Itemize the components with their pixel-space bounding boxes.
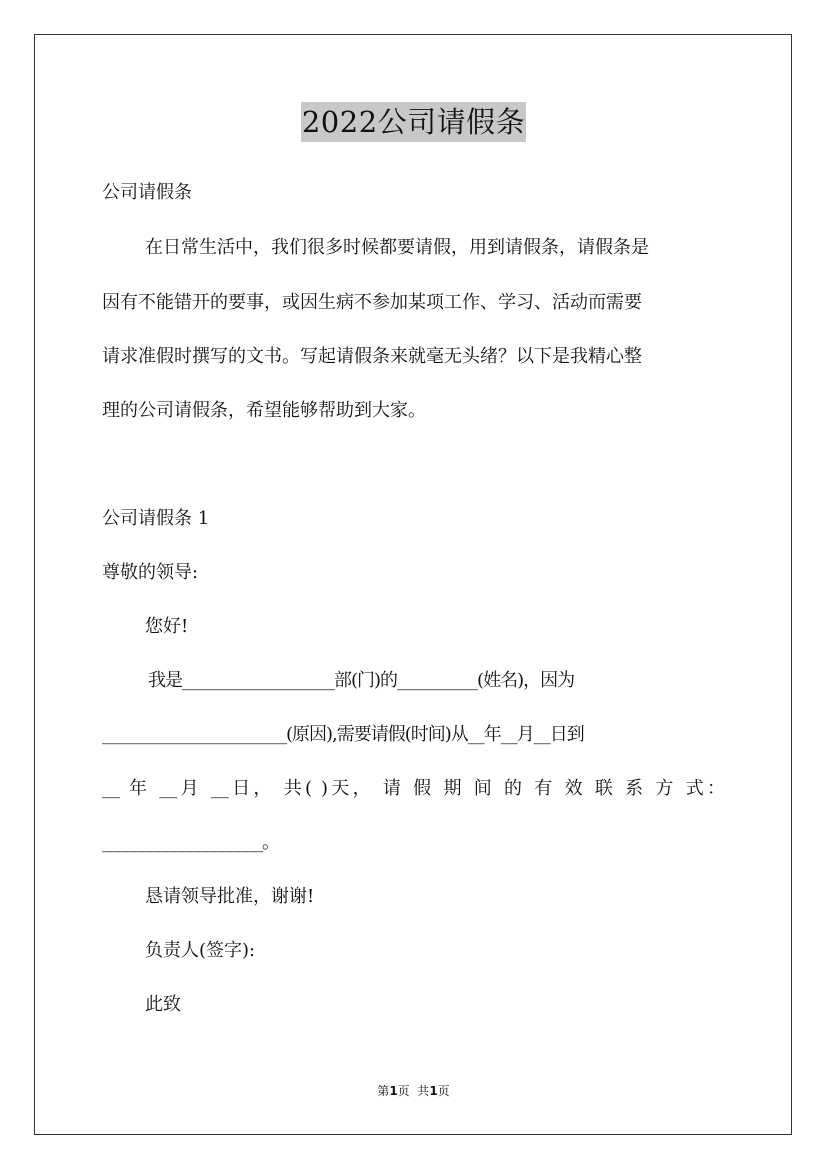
closing-line: 此致: [145, 994, 181, 1015]
footer-page-number: 1: [389, 1084, 398, 1098]
subtitle: 公司请假条: [102, 182, 192, 203]
greeting: 您好!: [145, 616, 189, 637]
footer-page-prefix: 第: [377, 1084, 390, 1098]
document-title: 2022公司请假条: [301, 102, 526, 142]
intro-line-2: 因有不能错开的要事，或因生病不参加某项工作、学习、活动而需要: [102, 292, 642, 313]
intro-line-4: 理的公司请假条，希望能够帮助到大家。: [102, 400, 426, 421]
intro-line-3: 请求准假时撰写的文书。写起请假条来就毫无头绪？以下是我精心整: [102, 346, 642, 367]
request-line: 恳请领导批准，谢谢!: [145, 886, 315, 907]
footer-page-mid: 页 共: [397, 1084, 430, 1098]
body-line-1: 我是___________________部(门)的__________(姓名)，因为: [148, 670, 575, 691]
page-footer: [0, 1083, 827, 1099]
footer-page-total: 1: [429, 1084, 438, 1098]
intro-line-1: 在日常生活中，我们很多时候都要请假，用到请假条，请假条是: [145, 237, 649, 258]
body-line-2: _______________________(原因),需要请假(时间)从__年__月__日到: [102, 724, 584, 745]
footer-page-suffix: 页: [437, 1084, 450, 1098]
title-container: [0, 102, 827, 142]
salutation: 尊敬的领导:: [102, 562, 199, 583]
body-line-4: ____________________。: [102, 832, 279, 853]
section-title: 公司请假条 1: [102, 508, 210, 529]
body-line-3: __ 年 __月 __日， 共( )天， 请 假 期 间 的 有 效 联 系 方 式：: [102, 778, 725, 799]
signature-line: 负责人(签字):: [145, 940, 256, 961]
